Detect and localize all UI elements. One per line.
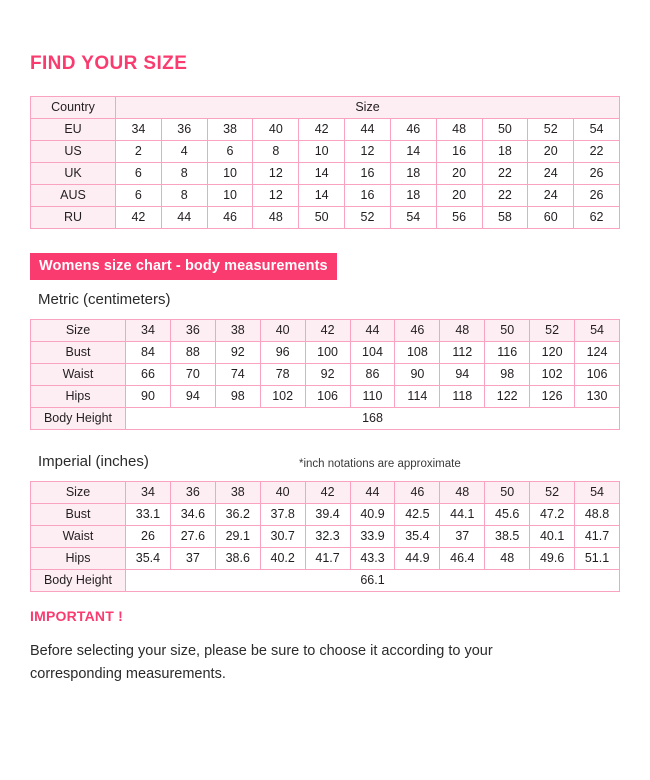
measurement-value: 90 — [126, 386, 171, 408]
size-value: 6 — [116, 163, 162, 185]
table-row — [31, 185, 620, 207]
metric-measurements-table — [30, 319, 620, 430]
size-value: 50 — [299, 207, 345, 229]
size-value: 36 — [161, 119, 207, 141]
size-header-value: 42 — [305, 482, 350, 504]
size-value: 22 — [482, 185, 528, 207]
size-value: 18 — [390, 185, 436, 207]
measurement-value: 44.1 — [440, 504, 485, 526]
size-value: 38 — [207, 119, 253, 141]
size-value: 56 — [436, 207, 482, 229]
measurement-value: 47.2 — [530, 504, 575, 526]
size-header-value: 34 — [126, 482, 171, 504]
size-value: 54 — [574, 119, 620, 141]
measurement-value: 108 — [395, 342, 440, 364]
size-value: 20 — [528, 141, 574, 163]
size-value: 14 — [299, 163, 345, 185]
country-label-ru: RU — [31, 207, 116, 229]
table-row — [31, 548, 620, 570]
size-header-value: 52 — [530, 482, 575, 504]
measurement-value: 38.5 — [485, 526, 530, 548]
size-value: 20 — [436, 185, 482, 207]
table-row — [31, 364, 620, 386]
measurement-value: 26 — [126, 526, 171, 548]
table-row — [31, 408, 620, 430]
size-value: 18 — [482, 141, 528, 163]
size-header-value: 50 — [485, 320, 530, 342]
measurement-value: 88 — [170, 342, 215, 364]
size-value: 10 — [207, 185, 253, 207]
size-value: 4 — [161, 141, 207, 163]
measurement-label-hips: Hips — [31, 548, 126, 570]
size-value: 16 — [436, 141, 482, 163]
page-title: FIND YOUR SIZE — [30, 53, 188, 74]
measurement-value: 86 — [350, 364, 395, 386]
size-value: 52 — [528, 119, 574, 141]
important-heading: IMPORTANT ! — [30, 608, 123, 624]
measurement-value: 84 — [126, 342, 171, 364]
size-value: 16 — [345, 163, 391, 185]
size-header-value: 44 — [350, 482, 395, 504]
measurement-label-bust: Bust — [31, 504, 126, 526]
country-label-uk: UK — [31, 163, 116, 185]
measurement-value: 70 — [170, 364, 215, 386]
measurement-value: 34.6 — [170, 504, 215, 526]
size-value: 2 — [116, 141, 162, 163]
approximate-note: *inch notations are approximate — [299, 458, 461, 470]
measurement-value: 30.7 — [260, 526, 305, 548]
measurement-value: 33.1 — [126, 504, 171, 526]
size-value: 42 — [299, 119, 345, 141]
metric-table-body — [31, 320, 620, 430]
size-header-value: 52 — [530, 320, 575, 342]
measurement-value: 120 — [530, 342, 575, 364]
size-header-value: 34 — [126, 320, 171, 342]
table-row — [31, 119, 620, 141]
measurement-value: 51.1 — [575, 548, 620, 570]
body-height-value: 66.1 — [126, 570, 620, 592]
size-value: 8 — [161, 163, 207, 185]
country-corner-label: Country — [31, 97, 116, 119]
size-value: 6 — [207, 141, 253, 163]
size-value: 10 — [299, 141, 345, 163]
table-row — [31, 97, 620, 119]
measurement-value: 44.9 — [395, 548, 440, 570]
size-value: 48 — [253, 207, 299, 229]
size-value: 46 — [207, 207, 253, 229]
measurement-value: 126 — [530, 386, 575, 408]
size-header-value: 54 — [575, 320, 620, 342]
size-value: 34 — [116, 119, 162, 141]
size-header-value: 50 — [485, 482, 530, 504]
size-value: 22 — [574, 141, 620, 163]
measurement-value: 114 — [395, 386, 440, 408]
measurement-value: 102 — [530, 364, 575, 386]
size-header-label: Size — [31, 320, 126, 342]
size-header-value: 48 — [440, 482, 485, 504]
measurement-value: 49.6 — [530, 548, 575, 570]
measurement-value: 43.3 — [350, 548, 395, 570]
measurement-value: 112 — [440, 342, 485, 364]
table-row — [31, 386, 620, 408]
size-value: 20 — [436, 163, 482, 185]
measurement-value: 45.6 — [485, 504, 530, 526]
size-value: 12 — [345, 141, 391, 163]
measurement-value: 29.1 — [215, 526, 260, 548]
measurement-value: 130 — [575, 386, 620, 408]
size-header-value: 38 — [215, 320, 260, 342]
size-header-value: 44 — [350, 320, 395, 342]
measurement-value: 35.4 — [126, 548, 171, 570]
body-measurements-banner: Womens size chart - body measurements — [30, 253, 337, 280]
measurement-label-bust: Bust — [31, 342, 126, 364]
size-value: 12 — [253, 163, 299, 185]
measurement-value: 46.4 — [440, 548, 485, 570]
important-text: Before selecting your size, please be sure to choose it according to your corresponding measurements. — [30, 643, 493, 682]
size-value: 46 — [390, 119, 436, 141]
measurement-value: 104 — [350, 342, 395, 364]
size-header-value: 46 — [395, 320, 440, 342]
table-row — [31, 320, 620, 342]
size-value: 12 — [253, 185, 299, 207]
size-value: 10 — [207, 163, 253, 185]
size-header-value: 42 — [305, 320, 350, 342]
size-value: 54 — [390, 207, 436, 229]
imperial-table-body — [31, 482, 620, 592]
measurement-value: 39.4 — [305, 504, 350, 526]
size-header-value: 36 — [170, 320, 215, 342]
table-row — [31, 482, 620, 504]
country-label-aus: AUS — [31, 185, 116, 207]
size-value: 62 — [574, 207, 620, 229]
measurement-value: 48 — [485, 548, 530, 570]
size-value: 18 — [390, 163, 436, 185]
table-row — [31, 163, 620, 185]
measurement-value: 94 — [170, 386, 215, 408]
measurement-value: 66 — [126, 364, 171, 386]
imperial-measurements-table — [30, 481, 620, 592]
country-label-us: US — [31, 141, 116, 163]
measurement-value: 102 — [260, 386, 305, 408]
table-row — [31, 207, 620, 229]
size-header-label: Size — [31, 482, 126, 504]
size-value: 44 — [345, 119, 391, 141]
measurement-value: 92 — [305, 364, 350, 386]
measurement-value: 33.9 — [350, 526, 395, 548]
size-value: 40 — [253, 119, 299, 141]
measurement-value: 41.7 — [575, 526, 620, 548]
size-value: 26 — [574, 163, 620, 185]
measurement-value: 38.6 — [215, 548, 260, 570]
size-header-value: 54 — [575, 482, 620, 504]
table-row — [31, 570, 620, 592]
body-height-value: 168 — [126, 408, 620, 430]
country-size-table — [30, 96, 620, 229]
measurement-value: 106 — [305, 386, 350, 408]
measurement-value: 98 — [215, 386, 260, 408]
table-row — [31, 141, 620, 163]
measurement-value: 48.8 — [575, 504, 620, 526]
size-value: 24 — [528, 185, 574, 207]
size-value: 44 — [161, 207, 207, 229]
measurement-value: 122 — [485, 386, 530, 408]
size-value: 6 — [116, 185, 162, 207]
measurement-value: 92 — [215, 342, 260, 364]
measurement-value: 110 — [350, 386, 395, 408]
measurement-value: 36.2 — [215, 504, 260, 526]
size-value: 48 — [436, 119, 482, 141]
measurement-label-waist: Waist — [31, 364, 126, 386]
size-value: 14 — [299, 185, 345, 207]
measurement-value: 100 — [305, 342, 350, 364]
measurement-value: 124 — [575, 342, 620, 364]
country-label-eu: EU — [31, 119, 116, 141]
country-table-body — [31, 97, 620, 229]
size-value: 8 — [253, 141, 299, 163]
measurement-value: 74 — [215, 364, 260, 386]
measurement-value: 27.6 — [170, 526, 215, 548]
measurement-label-hips: Hips — [31, 386, 126, 408]
measurement-value: 42.5 — [395, 504, 440, 526]
measurement-value: 41.7 — [305, 548, 350, 570]
measurement-value: 37 — [440, 526, 485, 548]
measurement-value: 40.9 — [350, 504, 395, 526]
measurement-value: 40.1 — [530, 526, 575, 548]
measurement-value: 32.3 — [305, 526, 350, 548]
size-header-value: 48 — [440, 320, 485, 342]
table-row — [31, 504, 620, 526]
metric-unit-label: Metric (centimeters) — [38, 291, 171, 308]
size-header-value: 40 — [260, 482, 305, 504]
size-value: 26 — [574, 185, 620, 207]
measurement-value: 90 — [395, 364, 440, 386]
size-value: 42 — [116, 207, 162, 229]
measurement-label-waist: Waist — [31, 526, 126, 548]
body-height-label: Body Height — [31, 408, 126, 430]
measurement-value: 78 — [260, 364, 305, 386]
measurement-value: 98 — [485, 364, 530, 386]
measurement-value: 40.2 — [260, 548, 305, 570]
size-value: 50 — [482, 119, 528, 141]
size-value: 60 — [528, 207, 574, 229]
size-header-value: 36 — [170, 482, 215, 504]
size-header-value: 40 — [260, 320, 305, 342]
size-value: 58 — [482, 207, 528, 229]
measurement-value: 37.8 — [260, 504, 305, 526]
size-value: 16 — [345, 185, 391, 207]
size-value: 14 — [390, 141, 436, 163]
measurement-value: 116 — [485, 342, 530, 364]
size-value: 24 — [528, 163, 574, 185]
table-row — [31, 342, 620, 364]
size-value: 22 — [482, 163, 528, 185]
measurement-value: 96 — [260, 342, 305, 364]
body-height-label: Body Height — [31, 570, 126, 592]
measurement-value: 118 — [440, 386, 485, 408]
size-value: 52 — [345, 207, 391, 229]
measurement-value: 106 — [575, 364, 620, 386]
table-row — [31, 526, 620, 548]
imperial-unit-label: Imperial (inches) — [38, 453, 149, 470]
measurement-value: 35.4 — [395, 526, 440, 548]
measurement-value: 94 — [440, 364, 485, 386]
size-value: 8 — [161, 185, 207, 207]
measurement-value: 37 — [170, 548, 215, 570]
size-header-value: 38 — [215, 482, 260, 504]
size-header-value: 46 — [395, 482, 440, 504]
size-group-header: Size — [116, 97, 620, 119]
